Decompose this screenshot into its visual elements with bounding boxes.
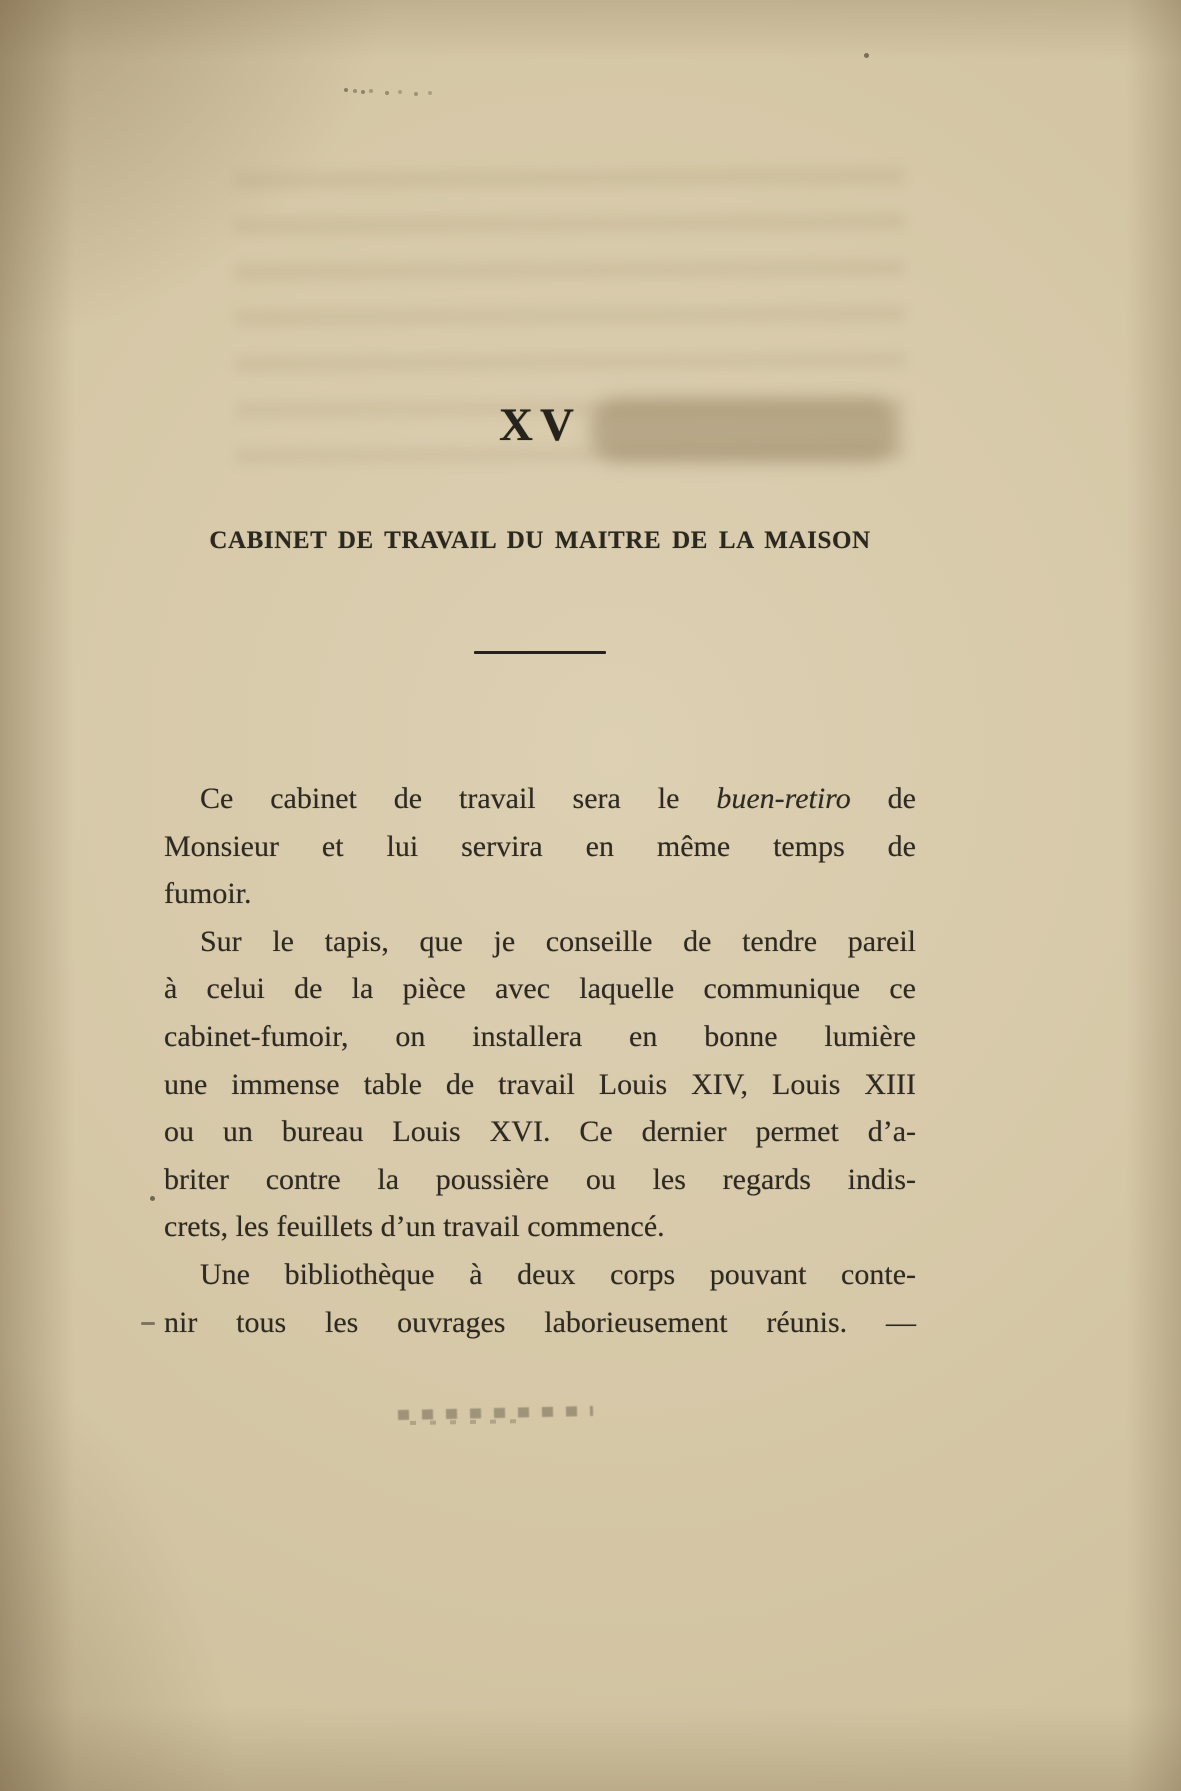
text-line (164, 1299, 916, 1347)
text-line (164, 870, 916, 918)
ink-smudge-top (344, 88, 348, 92)
text-segment: une immense table de travail Louis XIV, Louis XIII (164, 1067, 916, 1101)
paragraph (164, 918, 916, 1251)
text-segment: Ce cabinet de travail sera le (200, 782, 717, 815)
text-segment: à celui de la pièce avec laquelle communique ce (164, 972, 916, 1006)
text-segment: Une bibliothèque à deux corps pouvant conte- (200, 1257, 916, 1291)
text-line (164, 823, 916, 871)
text-segment: fumoir. (164, 877, 252, 911)
text-line (164, 1251, 916, 1299)
text-line (164, 1061, 916, 1109)
text-segment: briter contre la poussière ou les regards indis- (164, 1162, 916, 1196)
ink-smudge-bottom (398, 1406, 593, 1420)
text-line (164, 1156, 916, 1204)
section-divider (474, 651, 606, 654)
text-segment: crets, les feuillets d’un travail commencé. (164, 1210, 665, 1244)
text-segment: ou un bureau Louis XVI. Ce dernier permet d’a- (164, 1115, 916, 1149)
text-line (164, 1108, 916, 1156)
text-segment: Sur le tapis, que je conseille de tendre pareil (200, 924, 916, 958)
ink-dot-left-margin (150, 1196, 155, 1201)
paragraph (164, 1251, 916, 1346)
text-line (164, 775, 916, 823)
body-text (164, 775, 916, 1346)
ink-smudge-bottom-secondary (410, 1419, 530, 1425)
text-line (164, 1203, 916, 1251)
text-line (164, 965, 916, 1013)
text-segment: nir tous les ouvrages laborieusement réunis. — (164, 1305, 916, 1339)
chapter-title: CABINET DE TRAVAIL DU MAITRE DE LA MAISON (209, 527, 871, 554)
ink-dot-top-right (864, 53, 869, 58)
ink-dash-left-margin (141, 1322, 155, 1325)
text-line (164, 918, 916, 966)
text-segment: Monsieur et lui servira en même temps de (164, 829, 916, 863)
italic-phrase: buen-retiro (716, 782, 851, 815)
paragraph (164, 775, 916, 918)
text-segment: cabinet-fumoir, on installera en bonne lumière (164, 1019, 916, 1053)
chapter-number: XV (499, 399, 581, 451)
text-segment: de (850, 782, 916, 815)
text-line (164, 1013, 916, 1061)
